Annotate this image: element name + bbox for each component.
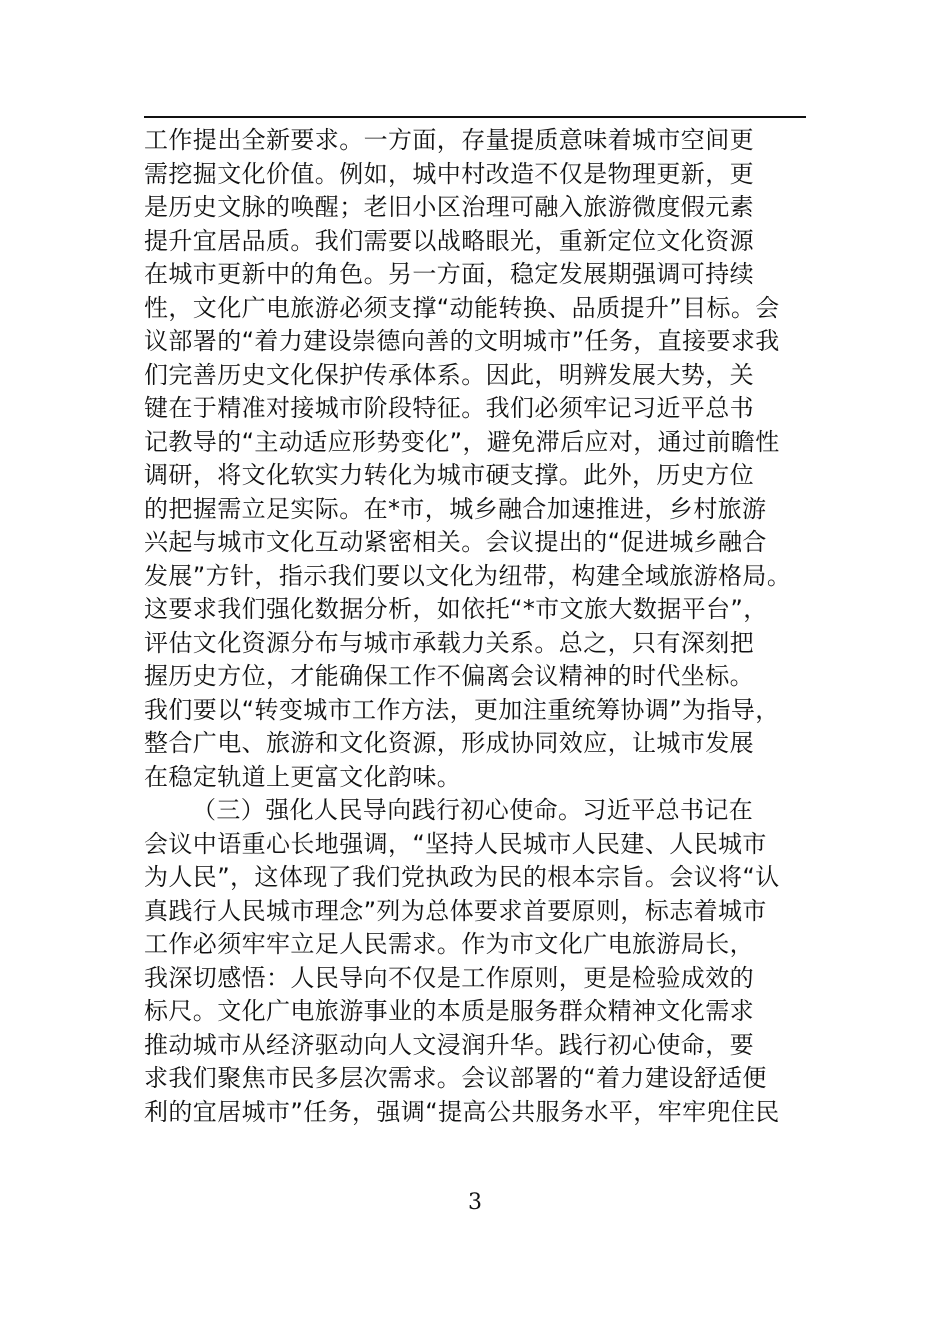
text-line: 们完善历史文化保护传承体系。因此，明辨发展大势，关: [144, 360, 754, 389]
text-line: 需挖掘文化价值。例如，城中村改造不仅是物理更新，更: [144, 159, 754, 188]
text-line: 求我们聚焦市民多层次需求。会议部署的“着力建设舒适便: [144, 1064, 767, 1092]
text-line: 为人民”，这体现了我们党执政为民的根本宗旨。会议将“认: [144, 863, 780, 891]
text-line: 真践行人民城市理念”列为总体要求首要原则，标志着城市: [144, 896, 767, 925]
text-line: 键在于精准对接城市阶段特征。我们必须牢记习近平总书: [144, 394, 754, 422]
text-line: 的把握需立足实际。在*市，城乡融合加速推进，乡村旅游: [144, 494, 767, 523]
text-line: 利的宜居城市”任务，强调“提高公共服务水平，牢牢兜住民: [144, 1097, 780, 1126]
text-line: 我深切感悟：人民导向不仅是工作原则，更是检验成效的: [144, 963, 754, 992]
text-line: 发展”方针，指示我们要以文化为纽带，构建全域旅游格局。: [144, 561, 792, 590]
section-heading-line: （三）强化人民导向践行初心使命。习近平总书记在: [192, 796, 754, 824]
text-line: 我们要以“转变城市工作方法，更加注重统筹协调”为指导，: [144, 695, 780, 724]
text-line: 提升宜居品质。我们需要以战略眼光，重新定位文化资源: [144, 226, 754, 255]
header-rule: [144, 116, 806, 118]
text-line: 记教导的“主动适应形势变化”，避免滞后应对，通过前瞻性: [144, 427, 780, 456]
text-line: 推动城市从经济驱动向人文浸润升华。践行初心使命，要: [144, 1030, 754, 1059]
body-text: [144, 124, 824, 1129]
text-line: 工作必须牢牢立足人民需求。作为市文化广电旅游局长，: [144, 930, 754, 958]
text-line: 工作提出全新要求。一方面，存量提质意味着城市空间更: [144, 126, 754, 154]
text-line: 在城市更新中的角色。另一方面，稳定发展期强调可持续: [144, 260, 754, 288]
text-line: 握历史方位，才能确保工作不偏离会议精神的时代坐标。: [144, 662, 754, 690]
text-line: 议部署的“着力建设崇德向善的文明城市”任务，直接要求我: [144, 327, 780, 355]
page-number: 3: [468, 1190, 482, 1215]
text-line: 整合广电、旅游和文化资源，形成协同效应，让城市发展: [144, 729, 754, 757]
text-line: 在稳定轨道上更富文化韵味。: [144, 762, 462, 791]
text-line: 这要求我们强化数据分析，如依托“*市文旅大数据平台”，: [144, 595, 768, 623]
text-line: 会议中语重心长地强调，“坚持人民城市人民建、人民城市: [144, 829, 767, 858]
text-line: 标尺。文化广电旅游事业的本质是服务群众精神文化需求: [144, 997, 754, 1025]
text-line: 是历史文脉的唤醒；老旧小区治理可融入旅游微度假元素: [144, 193, 754, 221]
text-line: 兴起与城市文化互动紧密相关。会议提出的“促进城乡融合: [144, 528, 767, 556]
text-line: 性，文化广电旅游必须支撑“动能转换、品质提升”目标。会: [144, 293, 780, 322]
text-line: 调研，将文化软实力转化为城市硬支撑。此外，历史方位: [144, 461, 754, 489]
text-line: 评估文化资源分布与城市承载力关系。总之，只有深刻把: [144, 628, 754, 657]
